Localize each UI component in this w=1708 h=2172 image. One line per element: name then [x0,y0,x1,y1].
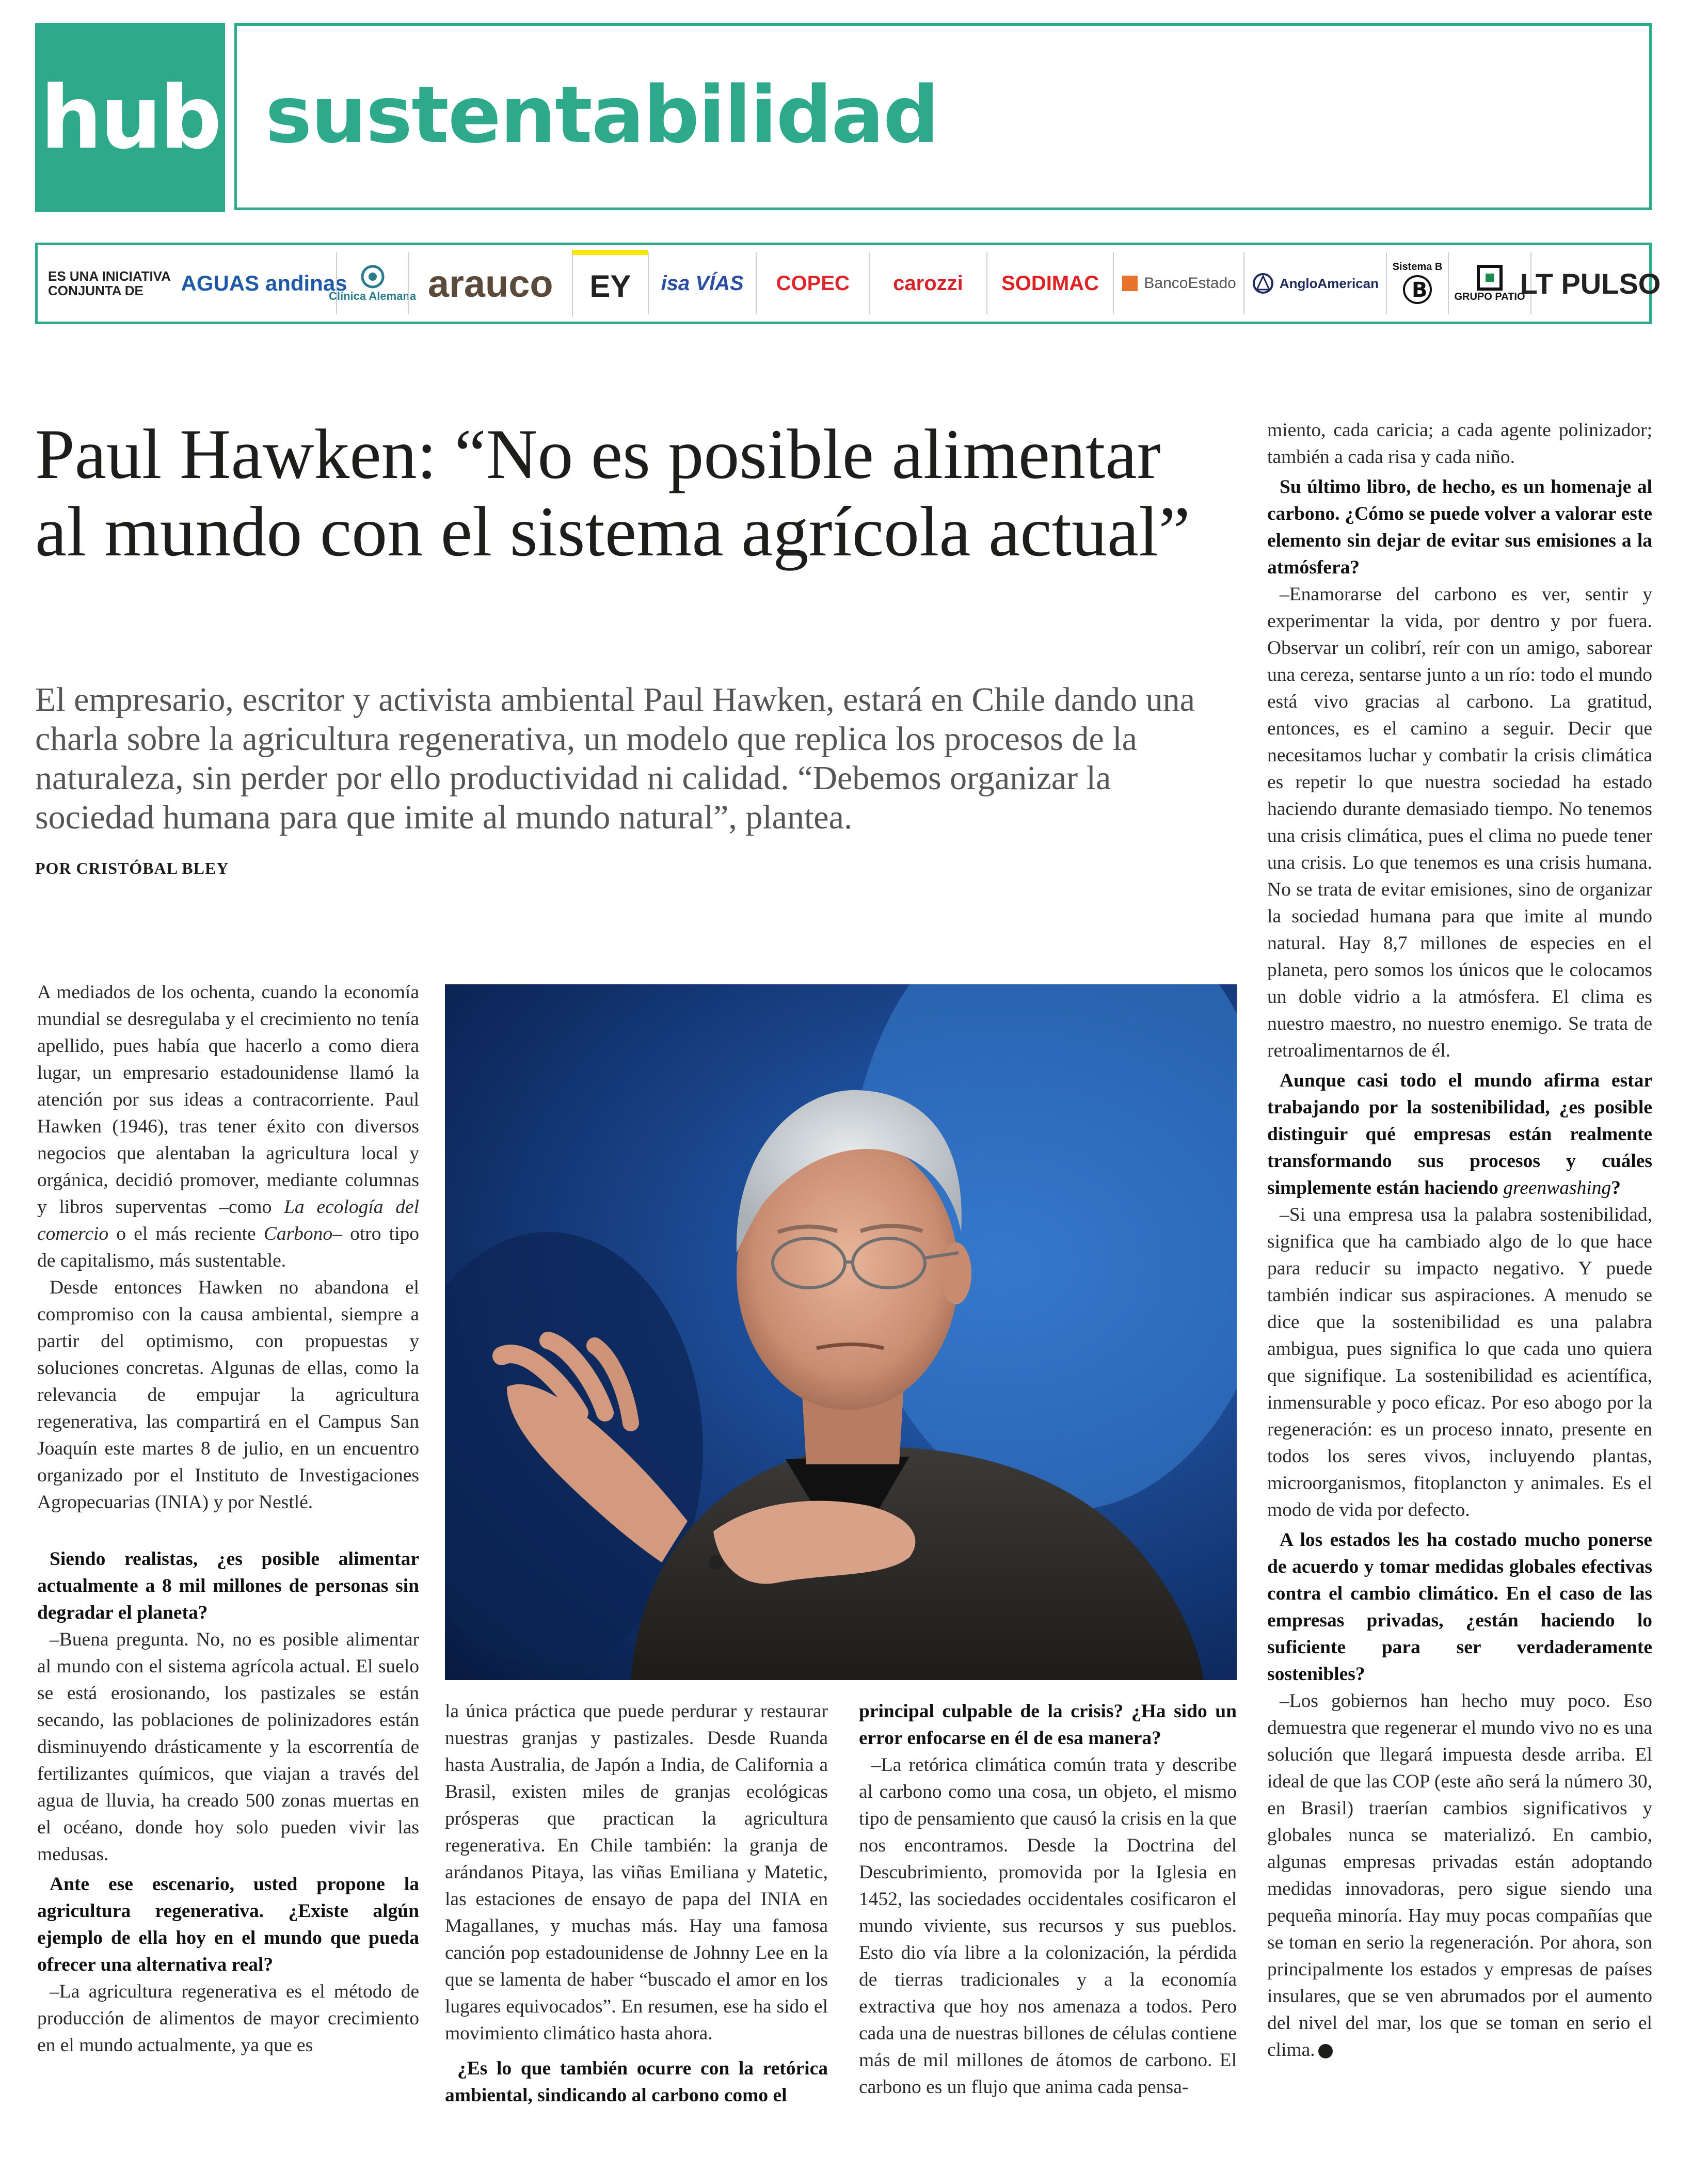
logo-lt-pulso: LT PULSO [1530,252,1649,314]
interview-question: Ante ese escenario, usted propone la agricultura regenerativa. ¿Existe algún ejemplo de ella hoy en el mundo que pueda ofrecer una alternativa real? [37,1874,419,1975]
interview-question: Su último libro, de hecho, es un homenaje al carbono. ¿Cómo se puede volver a valorar este elemento sin dejar de evitar sus emisiones a la atmósfera? [1267,476,1652,578]
sistema-b-icon [1402,273,1433,306]
svg-text:B: B [1412,278,1428,302]
body-paragraph: Desde entonces Hawken no abandona el compromiso con la causa ambiental, siempre a partir del optimismo, con propuestas y soluciones concretas. Algunas de ellas, como la relevancia de empujar la agricultura regenerativa, las compartirá en el Campus San Joaquín este martes 8 de julio, en un encuentro organizado por el Instituto de Investigaciones Agropecuarias (INIA) y por Nestlé. [37,1277,419,1513]
interview-question-continued: principal culpable de la crisis? ¿Ha sido un error enfocarse en él de esa manera? [859,1701,1237,1749]
article-headline: Paul Hawken: “No es posible alimentar al mundo con el sistema agrícola actual” [35,414,1190,571]
interview-answer-continued: la única práctica que puede perdurar y restaurar nuestras granjas y pastizales. Desde Ruanda hasta Australia, de Japón a India, de California a Brasil, existen miles de granjas ecológicas prósperas que practican la agricultura regenerativa. En Chile también: la granja de arándanos Pitaya, las viñas Emiliana y Matetic, las estaciones de ensayo de papa del INIA en Magallanes, y muchas más. Hay una famosa canción pop estadounidense de Johnny Lee en la que se lamenta de haber “buscado el amor en los lugares equivocados”. En resumen, ese ha sido el movimiento climático hasta ahora. [445,1701,828,2044]
article-column-3 [859,1698,1237,2103]
interview-answer: –Buena pregunta. No, no es posible alimentar al mundo con el sistema agrícola actual. El suelo se está erosionando, los pastizales se están secando, las poblaciones de polinizadores están disminuyendo drásticamente y la escorrentía de fertilizantes químicos, que viajan a través del agua de lluvia, ha creado 500 zonas muertas en el océano, donde hoy solo pueden vivir las medusas. [37,1629,419,1865]
hub-logo: hub [35,23,225,212]
intro-paragraph: A mediados de los ochenta, cuando la economía mundial se desregulaba y el crecimiento no tenía apellido, pues había que hacerlo a como diera lugar, un empresario estadounidense llamó la atención por sus ideas a contracorriente. Paul Hawken (1946), tras tener éxito con diversos negocios que alentaban la agricultura local y orgánica, decidió promover, mediante columnas y libros superventas –como La ecología del comercio o el más reciente Carbono– otro tipo de capitalismo, más sustentable. [37,982,420,1271]
interview-question: A los estados les ha costado mucho ponerse de acuerdo y tomar medidas globales efectivas contra el cambio climático. En el caso de las empresas privadas, ¿están haciendo lo suficiente para ser verdaderamente sostenibles? [1267,1529,1652,1685]
logo-copec: COPEC [756,252,869,314]
paul-hawken-portrait [445,984,1237,1680]
bancoestado-icon [1121,275,1139,292]
clinica-alemana-icon [360,264,386,290]
interview-question: Siendo realistas, ¿es posible alimentar actualmente a 8 mil millones de personas sin degradar el planeta? [37,1548,419,1623]
article-column-2 [445,1698,828,2109]
sponsor-intro: ES UNA INICIATIVA CONJUNTA DE [48,268,170,298]
logo-sistema-b: Sistema B B [1386,252,1448,314]
article-column-1 [37,979,419,2061]
angloamerican-icon [1252,272,1274,295]
logo-carozzi: carozzi [869,252,986,314]
interview-answer: –Si una empresa usa la palabra sostenibilidad, significa que ha cambiado algo de lo que hace para reducir su impacto negativo. Y puede también indicar sus aspiraciones. A menudo se dice que la sostenibilidad es una palabra ambigua, pues significa lo que cada uno quiera que signifique. La sostenibilidad es acientífica, inmensurable y poco eficaz. Por eso abogo por la regeneración: es un proceso innato, presente en todos los seres vivos, incluyendo plantas, microorganismos, fitoplancton y animales. Es el modo de vida por defecto. [1267,1204,1652,1521]
interview-answer-continued: miento, cada caricia; a cada agente polinizador; también a cada risa y cada niño. [1267,420,1652,468]
logo-angloamerican: AngloAmerican [1243,252,1386,314]
logo-sodimac: SODIMAC [986,252,1113,314]
interview-question: ¿Es lo que también ocurre con la retórica ambiental, sindicando al carbono como el [445,2058,828,2106]
article-deck: El empresario, escritor y activista ambiental Paul Hawken, estará en Chile dando una charla sobre la agricultura regenerativa, un modelo que replica los procesos de la naturaleza, sin perder por ello productividad ni calidad. “Debemos organizar la sociedad humana para que imite al mundo natural”, plantea. [35,681,1195,836]
sponsor-bar [35,243,1661,324]
logo-isa-vias: isa VÍAS [648,252,756,314]
interview-answer: –Los gobiernos han hecho muy poco. Eso demuestra que regenerar el mundo vivo no es una solución que llegará impuesta desde arriba. El ideal de que las COP (este año será la número 30, en Brasil) traerían cambios significativos y globales nunca se materializó. En cambio, algunas empresas privadas están adoptando medidas innovadoras, pero sigue siendo una pequeña minoría. Hay muy pocas compañías que se toman en serio la regeneración. Por ahora, son principalmente los estados y empresas de países insulares, que se ven abrumados por el aumento del nivel del mar, los que se toman en serio el clima. [1267,1690,1652,2061]
end-mark-icon [1318,2044,1333,2058]
interview-question: Aunque casi todo el mundo afirma estar trabajando por la sostenibilidad, ¿es posible distinguir qué empresas están realmente transformando sus procesos y cuáles simplemente están haciendo greenwashing? [1267,1070,1652,1199]
byline: POR CRISTÓBAL BLEY [35,859,229,877]
logo-arauco: arauco [408,252,572,314]
interview-answer: –La retórica climática común trata y describe al carbono como una cosa, un objeto, el mismo tipo de pensamiento que causó la crisis en la que nos encontramos. Desde la Doctrina del Descubrimiento, promovida por la Iglesia en 1452, las sociedades occidentales cosificaron el mundo viviente, sus recursos y sus pueblos. Esto dio vía libre a la colonización, la pérdida de tierras tradicionales y a la economía extractiva que hoy nos amenaza a todos. Pero cada una de nuestras billones de células contiene más de mil millones de átomos de carbono. El carbono es un flujo que anima cada pensa- [859,1754,1237,2098]
logo-grupo-patio: GRUPO PATIO [1448,252,1530,314]
article-column-4 [1267,417,1652,2066]
grupo-patio-icon [1474,264,1505,291]
logo-ey: EY [572,250,648,317]
interview-answer: –Enamorarse del carbono es ver, sentir y experimentar la vida, por dentro y por fuera. Observar un colibrí, reír con un amigo, saborear una cereza, sentarse junto a un río: todo el mundo está vivo gracias al carbono. La gratitud, entonces, es el camino a seguir. Decir que necesitamos luchar y combatir la crisis climática es repetir lo que nuestra sociedad ha estado haciendo durante demasiado tiempo. No tenemos una crisis climática, pues el clima no puede tener una crisis. Lo que tenemos es una crisis humana. No se trata de evitar emisiones, sino de organizar la sociedad humana para que imite al mundo natural. Hay 8,7 millones de especies en el planeta, pero somos los únicos que le colocamos un doble vidrio a la atmósfera. El clima es nuestro maestro, no nuestro enemigo. Se trata de retroalimentarnos de él. [1267,584,1652,1061]
interview-answer: –La agricultura regenerativa es el método de producción de alimentos de mayor crecimiento en el mundo actualmente, ya que es [37,1981,419,2056]
section-header [234,23,1652,210]
portrait-photo [445,984,1237,1680]
section-title: sustentabilidad [265,69,938,161]
logo-clinica-alemana: Clínica Alemana [336,252,408,314]
logo-aguas-andinas: AGUAS andinas [187,252,336,314]
logo-bancoestado: BancoEstado [1113,252,1243,314]
